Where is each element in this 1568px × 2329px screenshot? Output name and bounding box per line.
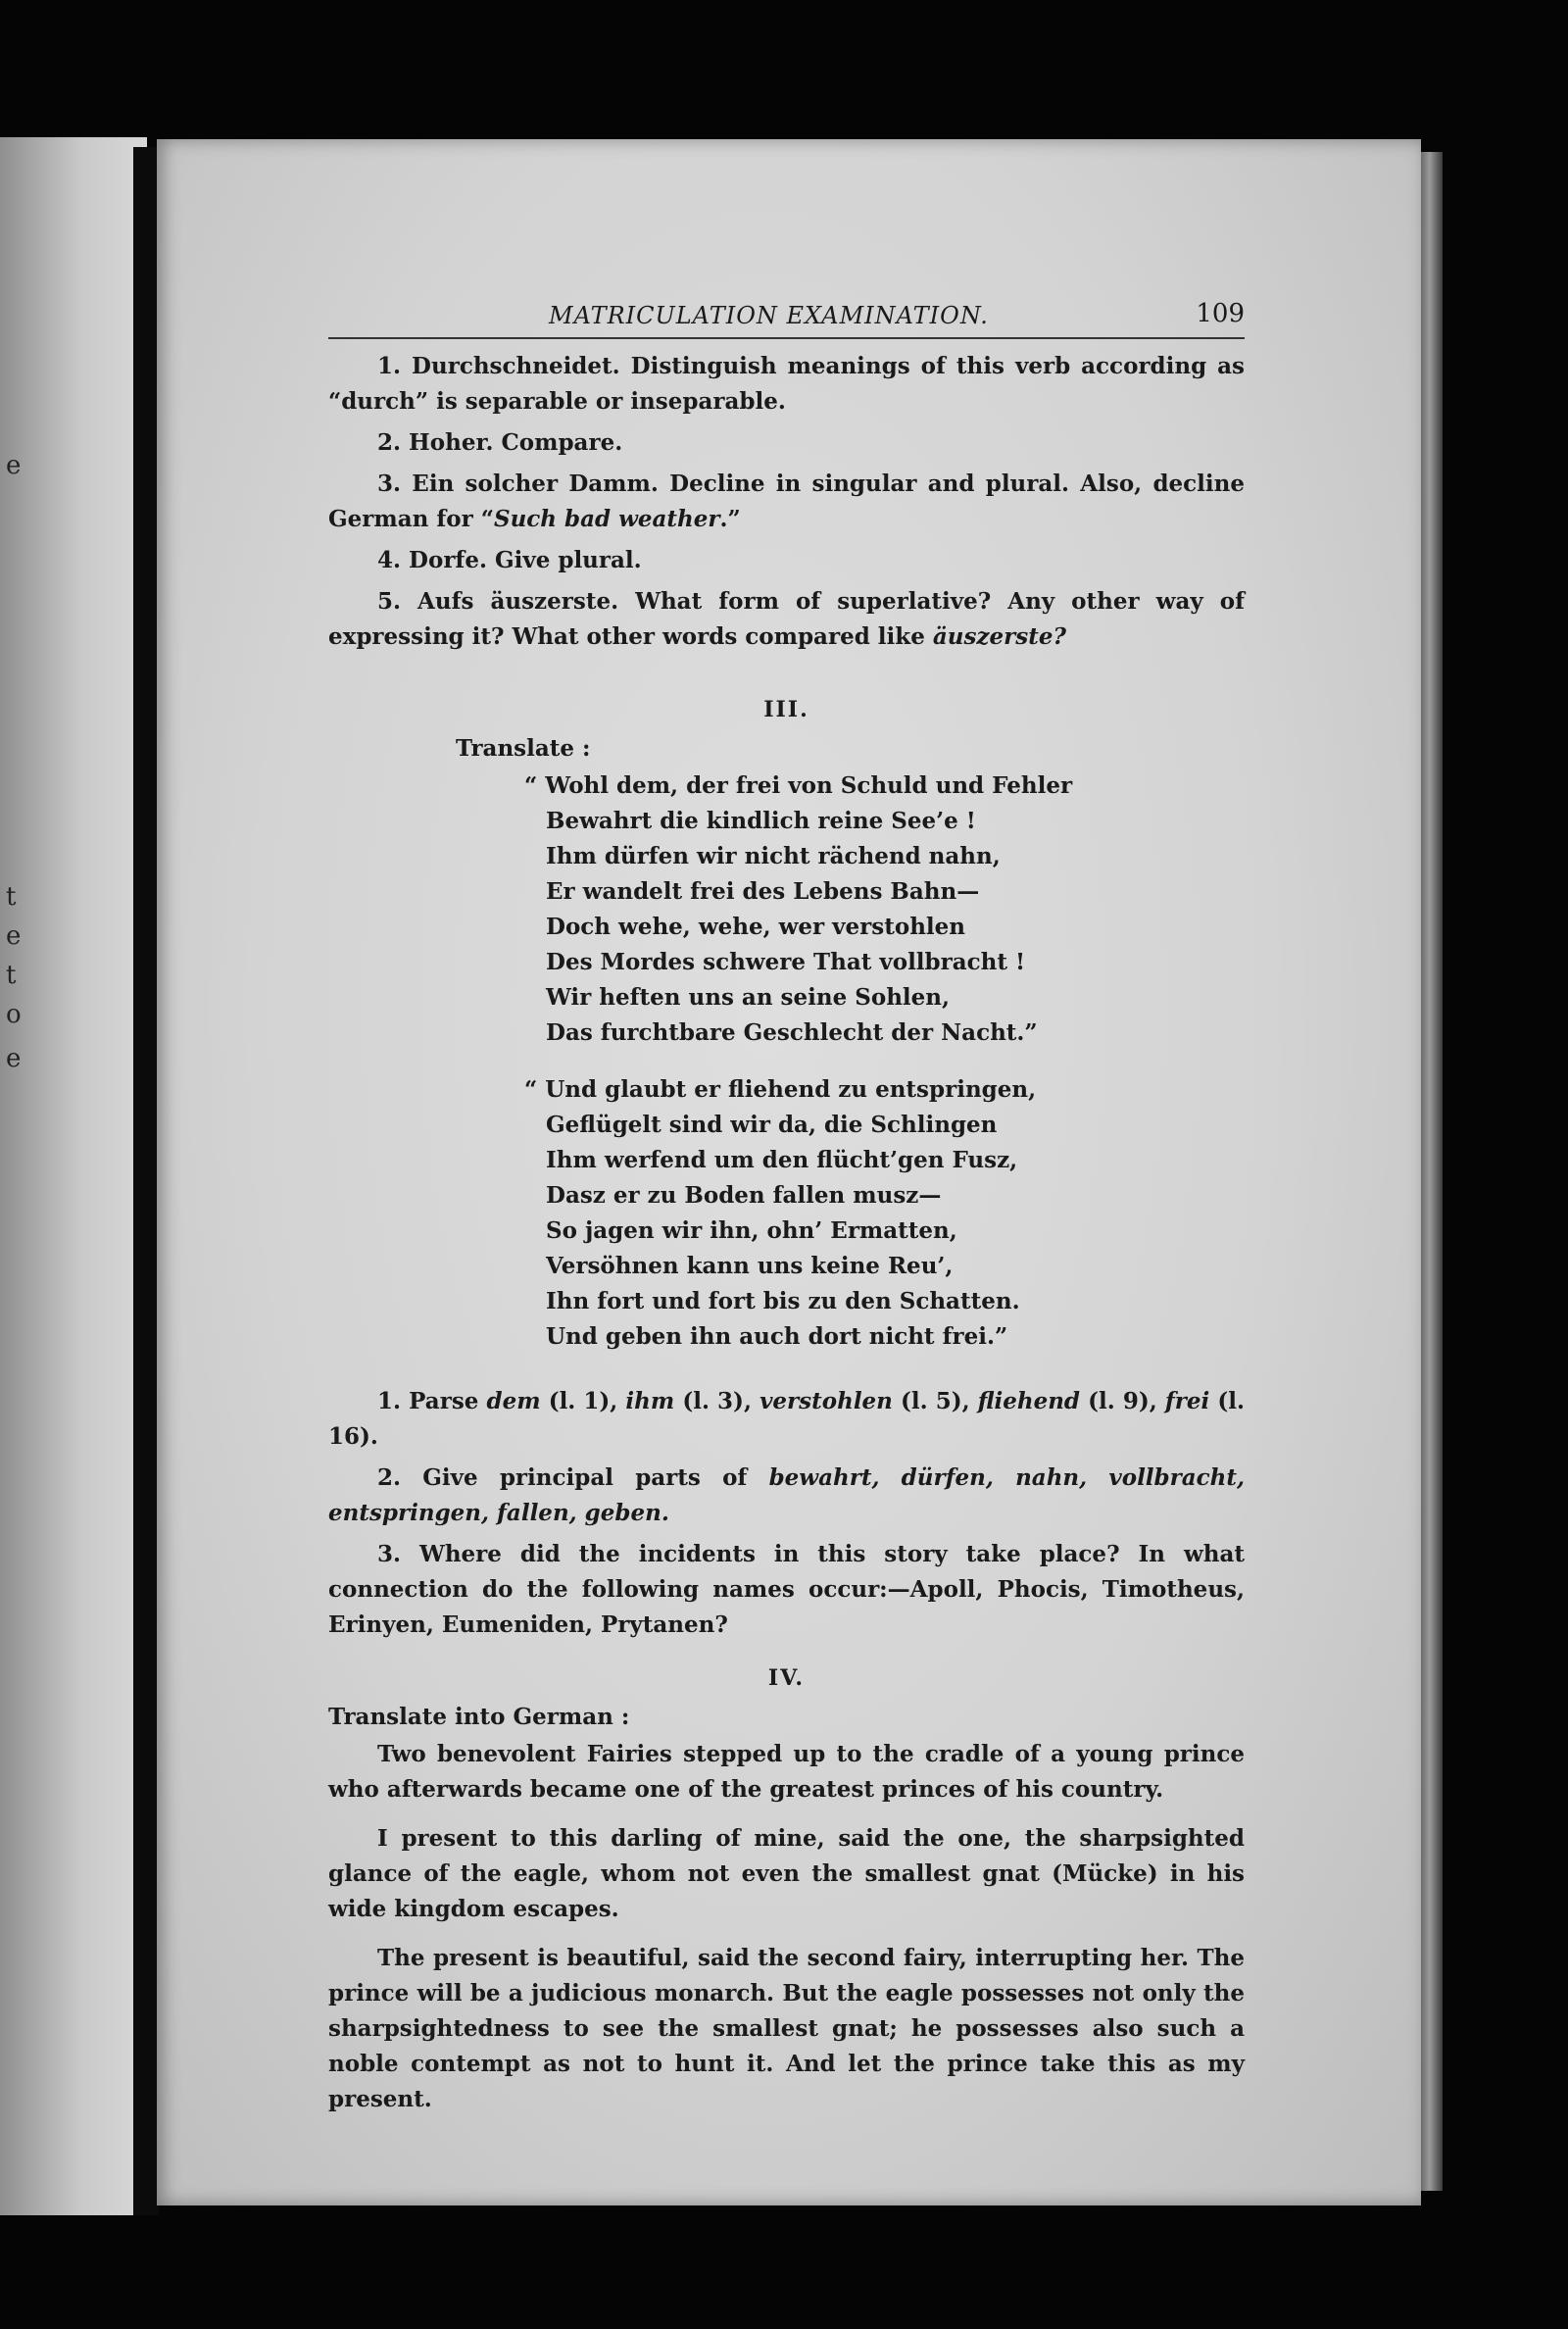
question-item bbox=[328, 584, 1245, 655]
poem-line: Ihm werfend um den flücht’gen Fusz, bbox=[546, 1147, 1018, 1173]
section-heading-four: IV. bbox=[767, 1665, 806, 1691]
poem-line: Versöhnen kann uns keine Reu’, bbox=[546, 1253, 954, 1279]
question-number: 1. bbox=[377, 1388, 402, 1414]
question-text: Ein solcher Damm. Decline in singular and plural. Also, decline German for “ bbox=[328, 471, 1246, 532]
question-item bbox=[328, 1537, 1245, 1643]
question-number: 3. bbox=[377, 471, 402, 497]
poem-stanza-one bbox=[524, 768, 1245, 1051]
left-facing-page bbox=[0, 137, 147, 2215]
book-gutter bbox=[133, 147, 159, 2215]
page-number: 109 bbox=[1196, 299, 1245, 328]
poem-line: Dasz er zu Boden fallen musz— bbox=[546, 1182, 942, 1209]
question-text: (l. 16). bbox=[328, 1388, 1245, 1450]
left-page-fragment: t bbox=[6, 882, 17, 912]
section-instruction: Translate : bbox=[456, 735, 591, 762]
question-number: 2. bbox=[377, 429, 402, 456]
poem-line: So jagen wir ihn, ohn’ Ermatten, bbox=[546, 1217, 957, 1244]
running-title: MATRICULATION EXAMINATION. bbox=[549, 302, 989, 329]
left-page-fragment: e bbox=[6, 921, 22, 951]
poem-line: Und geben ihn auch dort nicht frei.” bbox=[546, 1323, 1008, 1350]
page-content bbox=[328, 294, 1245, 2131]
question-item bbox=[328, 425, 1245, 461]
left-page-fragment: e bbox=[6, 1044, 22, 1073]
poem-stanza-two bbox=[524, 1072, 1245, 1355]
question-italic: äuszerste? bbox=[932, 623, 1066, 650]
poem-line: Ihn fort und fort bis zu den Schatten. bbox=[546, 1288, 1020, 1314]
poem-line: Bewahrt die kindlich reine See’e ! bbox=[546, 808, 976, 834]
poem-line: Wir heften uns an seine Sohlen, bbox=[546, 984, 951, 1011]
question-item bbox=[328, 467, 1245, 537]
poem-line: “ Wohl dem, der frei von Schuld und Fehler bbox=[524, 772, 1073, 799]
poem-line: Des Mordes schwere That vollbracht ! bbox=[546, 949, 1026, 975]
question-item bbox=[328, 349, 1245, 420]
question-italic: ihm bbox=[625, 1388, 675, 1414]
poem-line: Er wandelt frei des Lebens Bahn— bbox=[546, 878, 980, 905]
left-page-fragment: t bbox=[6, 961, 17, 990]
poem-line: Doch wehe, wehe, wer verstohlen bbox=[546, 914, 966, 940]
question-text: (l. 1), bbox=[548, 1388, 618, 1414]
question-number: 3. bbox=[377, 1541, 402, 1567]
question-text: Hoher. Compare. bbox=[409, 429, 623, 456]
question-number: 4. bbox=[377, 547, 402, 573]
question-text: Give principal parts of bbox=[422, 1464, 748, 1491]
question-italic: verstohlen bbox=[760, 1388, 893, 1414]
poem-line: Das furchtbare Geschlecht der Nacht.” bbox=[546, 1019, 1038, 1046]
question-number: 1. bbox=[377, 353, 402, 379]
poem-line: Geflügelt sind wir da, die Schlingen bbox=[546, 1112, 998, 1138]
question-item bbox=[328, 1384, 1245, 1455]
left-page-fragment: o bbox=[6, 1000, 22, 1029]
section-instruction: Translate into German : bbox=[328, 1704, 630, 1730]
question-number: 5. bbox=[377, 588, 402, 615]
question-text: (l. 9), bbox=[1088, 1388, 1157, 1414]
poem-line: Ihm dürfen wir nicht rächend nahn, bbox=[546, 843, 1001, 869]
prose-paragraph: I present to this darling of mine, said the one, the sharpsighted glance of the eagle, whom not even the smallest gnat (Mücke) in his wide kingdom escapes. bbox=[328, 1825, 1245, 1922]
question-italic: bewahrt, dürfen, nahn, vollbracht, entspringen, fallen, geben. bbox=[328, 1464, 1246, 1526]
question-italic: frei bbox=[1164, 1388, 1210, 1414]
page-edge bbox=[1421, 152, 1443, 2191]
question-text: (l. 5), bbox=[901, 1388, 970, 1414]
question-text: Where did the incidents in this story take place? In what connection do the following names occur:—Apoll, Phocis, Timotheus, Erinyen, Eumeniden, Prytanen? bbox=[328, 1541, 1245, 1638]
poem-line: “ Und glaubt er fliehend zu entspringen, bbox=[524, 1076, 1037, 1103]
question-text: Dorfe. Give plural. bbox=[409, 547, 642, 573]
question-text: (l. 3), bbox=[682, 1388, 752, 1414]
question-number: 2. bbox=[377, 1464, 402, 1491]
question-italic: fliehend bbox=[977, 1388, 1081, 1414]
prose-paragraph: The present is beautiful, said the second fairy, interrupting her. The prince will be a judicious monarch. But the eagle possesses not only the sharpsightedness to see the smallest gnat; he possesses also such a noble contempt as not to hunt it. And let the prince take this as my present. bbox=[328, 1945, 1245, 2112]
question-text: Durchschneidet. Distinguish meanings of this verb according as “durch” is separable or inseparable. bbox=[328, 353, 1246, 415]
question-text: .” bbox=[719, 506, 741, 532]
question-italic: dem bbox=[486, 1388, 541, 1414]
question-item bbox=[328, 543, 1245, 578]
prose-paragraph: Two benevolent Fairies stepped up to the cradle of a young prince who afterwards became one of the greatest princes of his country. bbox=[328, 1741, 1245, 1803]
question-italic: Such bad weather bbox=[493, 506, 720, 532]
section-heading-three: III. bbox=[763, 697, 809, 722]
question-text: Parse bbox=[409, 1388, 479, 1414]
question-text: Aufs äuszerste. What form of superlative? Any other way of expressing it? What other words compared like bbox=[328, 588, 1245, 650]
question-item bbox=[328, 1461, 1245, 1531]
left-page-fragment: e bbox=[6, 451, 22, 480]
running-header bbox=[328, 294, 1245, 339]
